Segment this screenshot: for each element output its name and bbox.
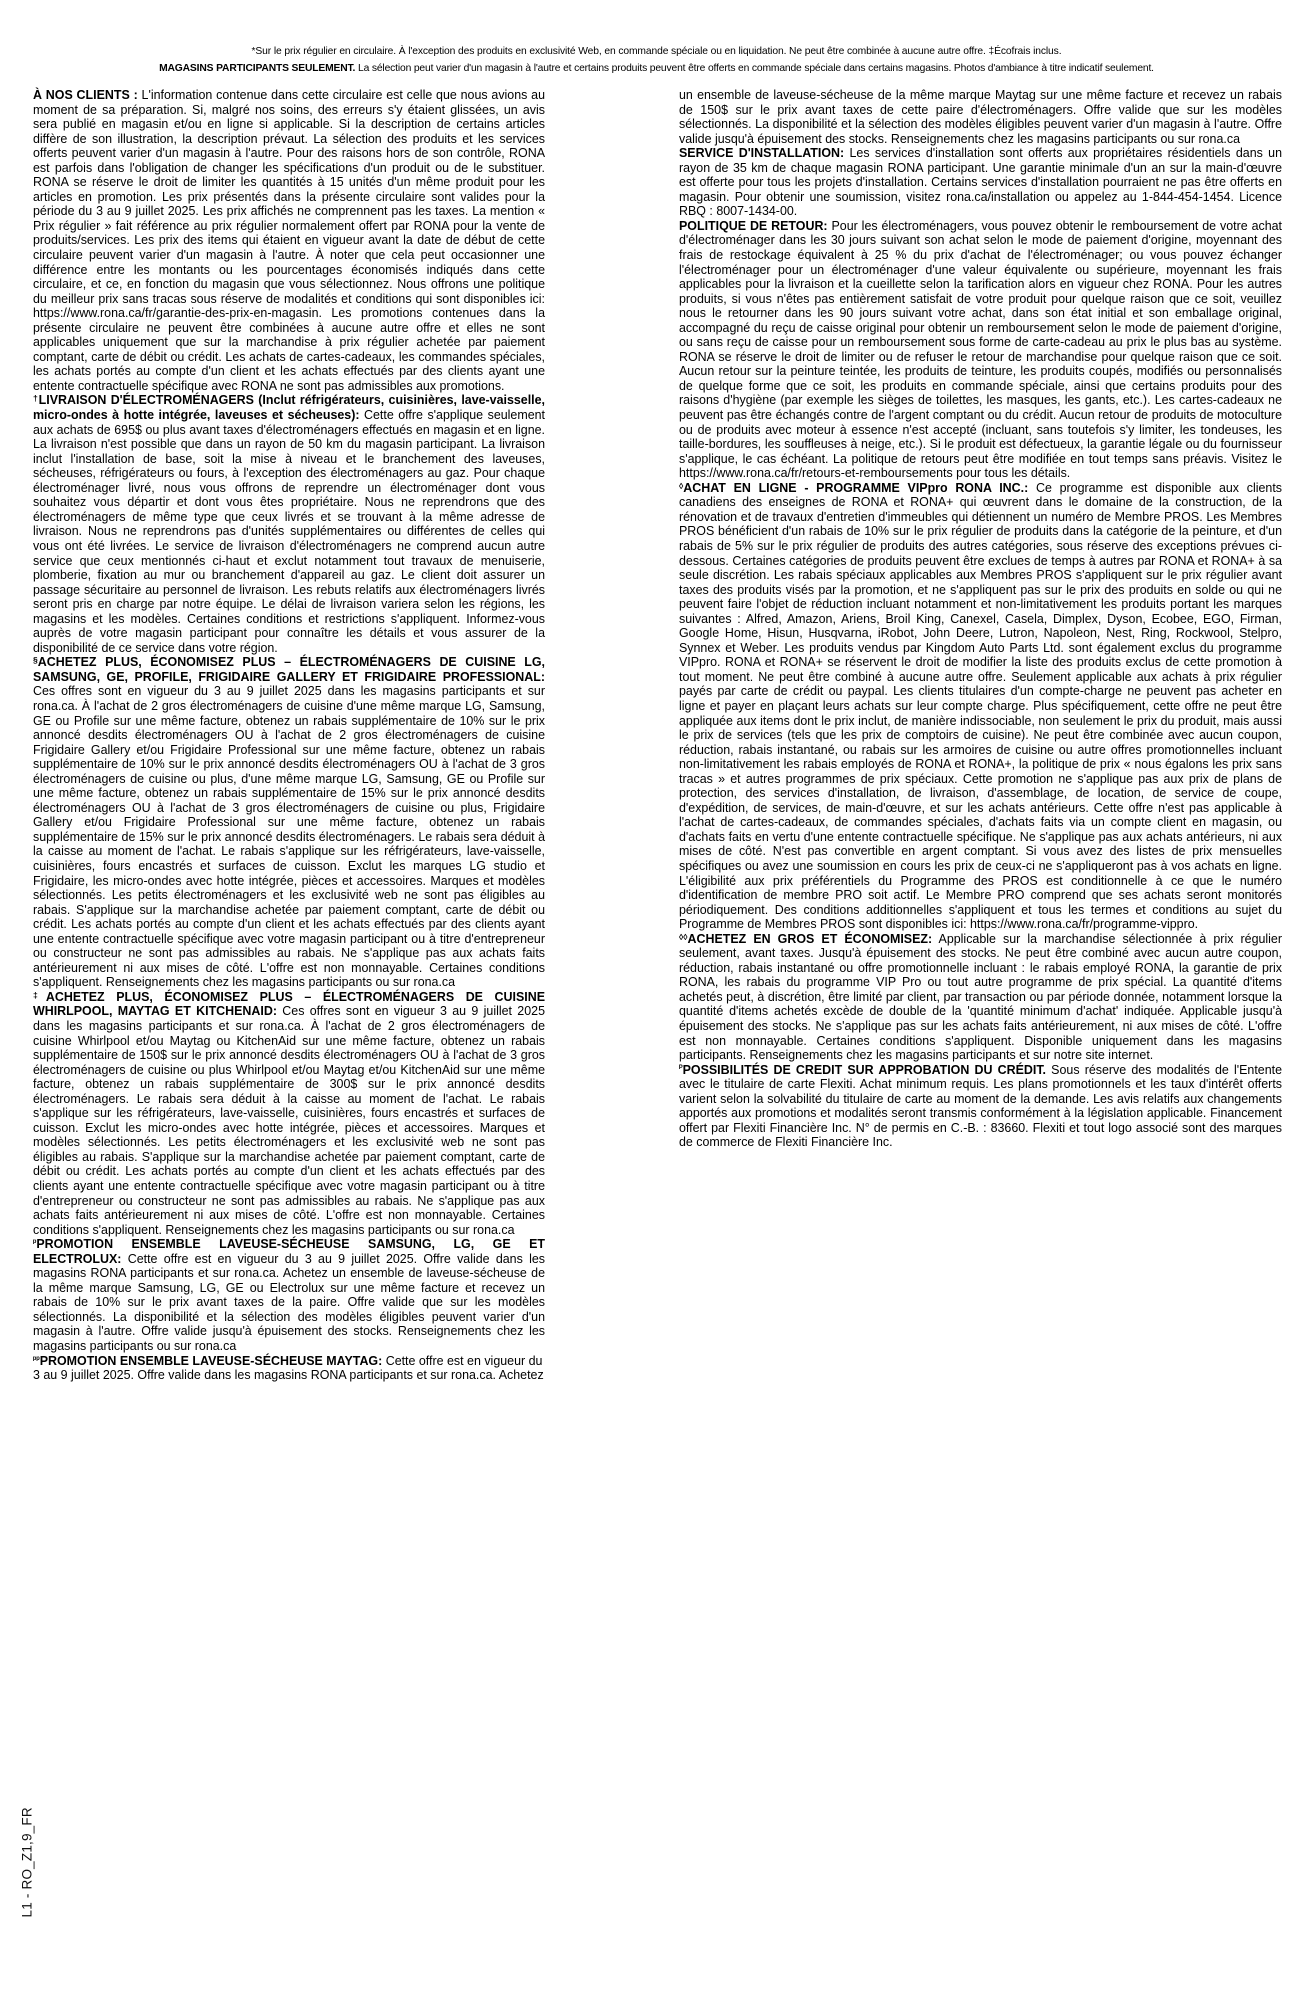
section-heading: LIVRAISON D'ÉLECTROMÉNAGERS (Inclut réfrigérateurs, cuisinières, lave-vaisselle, micro-ondes à hotte intégrée, laveuses et sécheuses):: [33, 393, 545, 423]
section-heading: PROMOTION ENSEMBLE LAVEUSE-SÉCHEUSE MAYTAG:: [39, 1353, 383, 1368]
section-marker: ‡: [33, 989, 46, 1000]
header-participating-stores-label: MAGASINS PARTICIPANTS SEULEMENT.: [159, 63, 356, 74]
section-promotion-ensemble-samsung: [33, 1237, 545, 1353]
section-body: Sous réserve des modalités de l'Entente avec le titulaire de carte Flexiti. Achat minimum requis. Les plans promotionnels et les taux d'intérêt offerts varient selon la solvabilité du titulaire de carte au moment de la demande. Les avis relatifs aux changements apportés aux promotions et modalités seront transmis conformément à la législation applicable. Financement offert par Flexiti Financière Inc. N° de permis en C.-B. : 83660. Flexiti et tout logo associé sont des marques de commerce de Flexiti Financière Inc.: [679, 1062, 1282, 1150]
body-columns: [0, 88, 1313, 1988]
section-possibilites-credit: [679, 1063, 1282, 1150]
section-marker: ᵖᵖ: [33, 1353, 40, 1364]
section-achetez-plus-lg: [33, 655, 545, 990]
section-achetez-en-gros: [679, 932, 1282, 1063]
section-body: Cette offre est en vigueur du 3 au 9 juillet 2025. Offre valide dans les magasins RONA participants et sur rona.ca. Achetez un ensemble de laveuse-sécheuse de la même marque Samsung, LG, GE ou Electrolux sur une même facture et recevez un rabais de 10% sur le prix avant taxes de la paire. Offre valide que sur les modèles sélectionnés. La disponibilité et la sélection des modèles éligibles peuvent varier d'un magasin à l'autre. Offre valide jusqu'à épuisement des stocks. Renseignements chez les magasins participants ou sur rona.ca: [33, 1251, 545, 1354]
section-body: Applicable sur la marchandise sélectionnée à prix régulier seulement, avant taxes. Jusqu'à épuisement des stocks. Ne peut être combiné avec aucun autre coupon, réduction, rabais instantané ou offre promotionnelle incluant : le rabais employé RONA, la garantie de prix RONA, les rabais du programme VIP Pro ou tout autre programme de prix spécial. La quantité d'items achetés peut, à discrétion, être limité par client, par transaction ou par période donnée, notamment lorsque la quantité d'items achetés excède de double de la 'quantité minimum d'achat' indiquée. Applicable jusqu'à épuisement des stocks. Ne s'applique pas sur les achats faits antérieurement, ni aux mises de côté. L'offre est non monnayable. Certaines conditions s'appliquent. Disponible uniquement dans les magasins participants. Renseignements chez les magasins participants et sur notre site internet.: [679, 931, 1282, 1063]
section-promotion-ensemble-maytag: [33, 1354, 545, 1383]
section-body: Pour les électroménagers, vous pouvez obtenir le remboursement de votre achat d'électroménager dans les 30 jours suivant son achat selon le mode de paiement d'origine, moyennant des frais de restockage équivalent à 25 % du prix d'achat de l'électroménager; ou vous pouvez échanger l'électroménager pour un électroménager d'une valeur équivalente ou supérieure, moyennant les frais applicables pour la livraison et la cueillette selon la tarification alors en vigueur chez RONA. Pour les autres produits, si vous n'êtes pas entièrement satisfait de votre produit pour quelque raison que ce soit, veuillez nous le retourner dans les 90 jours suivant votre achat, dans son état initial et son emballage original, accompagné du reçu de caisse original pour obtenir un remboursement selon le mode de paiement d'origine, ou sans reçu de caisse pour un remboursement sous forme de carte-cadeau au prix le plus bas au système. RONA se réserve le droit de limiter ou de refuser le retour de marchandise pour quelque raison que ce soit. Aucun retour sur la peinture teintée, les produits de teinture, les produits coupés, modifiés ou personnalisés de quelque forme que ce soit, les produits en commande spéciale, ainsi que certains produits pour des raisons d'hygiène (par exemple les sièges de toilettes, les masques, les gants, etc.). Les cartes-cadeaux ne peuvent pas être échangés contre de l'argent comptant ou du crédit. Aucun retour de produits de motoculture ou de produits avec moteur à essence n'est accepté (incluant, sans toutefois s'y limiter, les tondeuses, les taille-bordures, les souffleuses à neige, etc.). Si le produit est défectueux, la garantie légale ou du fournisseur s'applique, le cas échéant. La politique de retours peut être modifiée en tout temps sans préavis. Visitez le https://www.rona.ca/fr/retours-et-remboursements pour tous les détails.: [679, 218, 1283, 481]
section-body: un ensemble de laveuse-sécheuse de la même marque Maytag sur une même facture et recevez un rabais de 150$ sur le prix avant taxes de cette paire d'électroménagers. Offre valide que sur les modèles sélectionnés. La disponibilité et la sélection des modèles éligibles peuvent varier d'un magasin à l'autre. Offre valide jusqu'à épuisement des stocks. Renseignements chez les magasins participants ou sur rona.ca: [679, 88, 1282, 146]
section-heading: À NOS CLIENTS :: [33, 88, 138, 102]
right-column: [679, 88, 1282, 1150]
side-code-label: L1 - RO_Z1,9_FR: [19, 1807, 35, 1918]
section-body: Ces offres sont en vigueur du 3 au 9 juillet 2025 dans les magasins participants et sur rona.ca. À l'achat de 2 gros électroménagers de cuisine d'une même marque LG, Samsung, GE ou Profile sur une même facture, obtenez un rabais supplémentaire de 10% sur le prix annoncé desdits électroménagers OU à l'achat de 2 gros électroménagers de cuisine Frigidaire Gallery et/ou Frigidaire Professional sur une même facture, obtenez un rabais supplémentaire de 10% sur le prix annoncé desdits électroménagers OU à l'achat de 3 gros électroménagers de cuisine ou plus, d'une même marque LG, Samsung, GE ou Profile sur une même facture, obtenez un rabais supplémentaire de 15% sur le prix annoncé desdits électroménagers OU à l'achat de 3 gros électroménagers de cuisine ou plus, Frigidaire Gallery et/ou Frigidaire Professional sur une même facture, obtenez un rabais supplémentaire de 15% sur le prix annoncé desdits électroménagers. Le rabais sera déduit à la caisse au moment de l'achat. Le rabais s'applique sur les réfrigérateurs, lave-vaisselle, cuisinières, fours encastrés et surfaces de cuisson. Exclut les marques LG studio et Frigidaire, les micro-ondes avec hotte intégrée, pièces et accessoires. Marques et modèles sélectionnés. Les petits électroménagers et les exclusivité web ne sont pas éligibles au rabais. S'applique sur la marchandise achetée par paiement comptant, carte de débit ou crédit. Les achats portés au compte d'un client et les achats effectués par des clients ayant une entente contractuelle spécifique avec votre magasin participant ou à titre d'entrepreneur ou constructeur ne sont pas admissibles au rabais. Ne s'applique pas aux achats faits antérieurement ni aux mises de côté. L'offre est non monnayable. Certaines conditions s'appliquent. Renseignements chez les magasins participants ou sur rona.ca: [33, 684, 545, 990]
section-achetez-plus-whirlpool: [33, 990, 545, 1237]
section-heading: ACHETEZ PLUS, ÉCONOMISEZ PLUS – ÉLECTROMÉNAGERS DE CUISINE WHIRLPOOL, MAYTAG ET KITCHENAID:: [33, 989, 545, 1019]
section-heading: PROMOTION ENSEMBLE LAVEUSE-SÉCHEUSE SAMSUNG, LG, GE ET ELECTROLUX:: [33, 1237, 545, 1266]
section-heading: POSSIBILITÉS DE CREDIT SUR APPROBATION DU CRÉDIT.: [682, 1062, 1047, 1077]
section-body: Cette offre s'applique seulement aux achats de 695$ ou plus avant taxes d'électroménagers effectués en magasin et en ligne. La livraison n'est possible que dans un rayon de 50 km du magasin participant. La livraison inclut l'installation de base, soit la mise à niveau et le branchement des laveuses, sécheuses, réfrigérateurs ou fours, à l'exception des électroménagers au gaz. Pour chaque électroménager livré, nous vous offrons de reprendre un électroménager dont vous souhaitez vous départir et dont vous êtes propriétaire. Nous ne reprendrons que des électroménagers de même type que ceux livrés et se trouvant à la même adresse de livraison. Nous ne reprendrons pas d'unités supplémentaires ou différentes de celles qui vous ont été livrées. Le service de livraison d'électroménagers ne comprend aucun autre service que ceux mentionnés ci-haut et exclut notamment tout travaux de menuiserie, plomberie, fixation au mur ou branchement d'appareil au gaz. Le client doit assurer un passage sécuritaire au personnel de livraison. Les rebuts relatifs aux électroménagers livrés seront pris en charge par notre équipe. Le délai de livraison variera selon les régions, les magasins et les modèles. Certaines conditions et restrictions s'appliquent. Informez-vous auprès de votre magasin participant pour connaître les détails et vous assurer de la disponibilité de ce service dans votre région.: [33, 408, 545, 655]
section-marker: ◊◊: [679, 931, 688, 942]
section-a-nos-clients: [33, 88, 545, 393]
section-marker: §: [33, 655, 38, 666]
header-block: [0, 44, 1313, 76]
section-politique-retour: [679, 219, 1282, 481]
section-body: Ce programme est disponible aux clients canadiens des enseignes de RONA et RONA+ qui œuvrent dans le domaine de la construction, de la rénovation et de travaux d'entretien d'immeubles qui détiennent un numéro de Membre PROS. Les Membres PROS bénéficient d'un rabais de 10% sur le prix régulier de produits dans la catégorie de la peinture, et d'un rabais de 5% sur le prix régulier de produits des autres catégories, sous réserve des exceptions prévues ci-dessous. Certaines catégories de produits peuvent être exclues de temps à autres par RONA et RONA+ à sa seule discrétion. Les rabais spéciaux applicables aux Membres PROS s'appliquent sur le prix régulier avant taxes des produits visés par la promotion, et ne s'appliquent pas sur le prix des produits en solde ou qui ne peuvent faire l'objet de réduction incluant notamment et non-limitativement les produits portant les marques suivantes : Alfred, Amazon, Ariens, Broil King, Canexel, Casela, Dimplex, Dyson, Ecobee, EGO, Firman, Google Home, Hisun, Husqvarna, iRobot, John Deere, Lutron, Napoleon, Nest, Ring, Rockwool, Stelpro, Synnex et Weber. Les produits vendus par Kingdom Auto Parts Ltd. sont également exclus du programme VIPpro. RONA et RONA+ se réservent le droit de modifier la liste des produits exclus de cette promotion à tout moment. Ne peut être combiné à aucune autre offre. Seulement applicable aux achats à prix régulier payés par carte de crédit ou paypal. Les clients titulaires d'un compte-charge ne peuvent pas acheter en ligne et payer en plaçant leurs achats sur leur compte charge. Plus spécifiquement, cette offre ne peut être appliquée aux items dont le prix inclut, de manière indissociable, non seulement le prix du produit, mais aussi le prix de services (tels que les prix de comptoirs de cuisine). Ne peut être combinée avec aucun coupon, réduction, rabais instantané, ou rabais sur les armoires de cuisine ou autre offres promotionnelles incluant non-limitativement les rabais employés de RONA et RONA+, la politique de prix « nous égalons les prix sans tracas » et autres programmes de prix spéciaux. Cette promotion ne s'applique pas aux prix de plans de protection, des services d'installation, de livraison, d'assemblage, de location, de service de coupe, d'expédition, de services, de main-d'œuvre, et sur les achats antérieurs. Cette offre n'est pas applicable à l'achat de cartes-cadeaux, de commandes spéciales, d'achats faits via un compte client en magasin, ou d'achats faits en vertu d'une entente contractuelle spécifique. Ne s'applique pas aux achats antérieurs, ni aux mises de côté. N'est pas convertible en argent comptant. Si vous avez des listes de prix mensuelles spécifiques ou avez une soumission en cours les prix de ceux-ci ne s'appliqueront pas à vos achats en ligne. L'éligibilité aux prix préférentiels du Programme des PROS est conditionnelle à ce que le numéro d'identification de membre PRO soit actif. Le Membre PRO comprend que ses achats seront monitorés périodiquement. Des conditions additionnelles s'appliquent et tous les termes et conditions au sujet du Programme de Membres PROS sont disponibles ici: https://www.rona.ca/fr/programme-vippro.: [679, 480, 1282, 932]
section-body: Les services d'installation sont offerts aux propriétaires résidentiels dans un rayon de 35 km de chaque magasin RONA participant. Une garantie minimale d'un an sur la main-d'œuvre est offerte pour tous les projets d'installation. Certains services d'installation pourraient ne pas être offerts en magasin. Pour obtenir une soumission, visitez rona.ca/installation ou appelez au 1-844-454-1454. Licence RBQ : 8007-1434-00.: [679, 146, 1283, 219]
section-heading: ACHAT EN LIGNE - PROGRAMME VIPpro RONA INC.:: [683, 480, 1029, 495]
section-marker: ᵖ: [33, 1237, 37, 1248]
section-body: L'information contenue dans cette circulaire est celle que nous avions au moment de sa préparation. Si, malgré nos soins, des erreurs s'y étaient glissées, un avis sera publié en magasin et/ou en ligne si applicable. Si la description de certains articles diffère de son illustration, la description prévaut. La sélection des produits et les services offerts peuvent varier d'un magasin à l'autre. Pour des raisons hors de son contrôle, RONA est parfois dans l'obligation de changer les spécifications d'un produit ou de le substituer. RONA se réserve le droit de limiter les quantités à 15 unités d'un même produit pour les articles en promotion. Les prix présentés dans la présente circulaire sont valides pour la période du 3 au 9 juillet 2025. Les prix affichés ne comprennent pas les taxes. La mention « Prix régulier » fait référence au prix régulier normalement offert par RONA pour la vente de produits/services. Les prix des items qui étaient en vigueur avant la date de début de cette circulaire peuvent varier d'un magasin à l'autre. À noter que cela peut occasionner une différence entre les montants ou les pourcentages économisés indiqués dans cette circulaire, et ce, en fonction du magasin que vous sélectionnez. Nous offrons une politique du meilleur prix sans tracas sous réserve de modalités et conditions qui sont disponibles ici: https://www.rona.ca/fr/garantie-des-prix-en-magasin. Les promotions contenues dans la présente circulaire ne peuvent être combinées à aucune autre offre et elles ne sont applicables uniquement que sur la marchandise à prix régulier achetée par paiement comptant, carte de débit ou crédit. Les achats de cartes-cadeaux, les commandes spéciales, les achats portés au compte d'un client et les achats effectués par des clients ayant une entente contractuelle spécifique avec RONA ne sont pas admissibles aux promotions.: [33, 88, 545, 393]
section-body: Cette offre est en vigueur du 3 au 9 juillet 2025. Offre valide dans les magasins RONA participants et sur rona.ca. Achetez: [33, 1353, 544, 1383]
section-achat-en-ligne-vippro: [679, 481, 1282, 932]
section-service-installation: [679, 146, 1282, 219]
section-heading: POLITIQUE DE RETOUR:: [679, 218, 828, 233]
header-participating-stores-text: La sélection peut varier d'un magasin à l'autre et certains produits peuvent être offerts en commande spéciale dans certains magasins. Photos d'ambiance à titre indicatif seulement.: [355, 63, 1154, 74]
section-heading: ACHETEZ EN GROS ET ÉCONOMISEZ:: [687, 931, 933, 946]
section-body: Ces offres sont en vigueur 3 au 9 juillet 2025 dans les magasins participants et sur rona.ca. À l'achat de 2 gros électroménagers de cuisine Whirlpool et/ou Maytag ou KitchenAid sur une même facture, obtenez un rabais supplémentaire de 150$ sur le prix annoncé desdits électroménagers OU à l'achat de 3 gros électroménagers de cuisine ou plus Whirlpool et/ou Maytag et/ou KitchenAid sur une même facture, obtenez un rabais supplémentaire de 300$ sur le prix annoncé desdits électroménagers. Le rabais sera déduit à la caisse au moment de l'achat. Le rabais s'applique sur les réfrigérateurs, lave-vaisselle, cuisinières, fours encastrés et surfaces de cuisson. Exclut les micro-ondes avec hotte intégrée, pièces et accessoires. Marques et modèles sélectionnés. Les petits électroménagers et les exclusivité web ne sont pas éligibles au rabais. S'applique sur la marchandise achetée par paiement comptant, carte de débit ou crédit. Les achats portés au compte d'un client et les achats effectués par des clients ayant une entente contractuelle spécifique avec votre magasin participant ou à titre d'entrepreneur ou constructeur ne sont pas admissibles au rabais. Ne s'applique pas aux achats faits antérieurement ni aux mises de côté. L'offre est non monnayable. Certaines conditions s'appliquent. Renseignements chez les magasins participants ou sur rona.ca: [33, 1004, 545, 1237]
header-footnote-line-1: *Sur le prix régulier en circulaire. À l'exception des produits en exclusivité Web, en commande spéciale ou en liquidation. Ne peut être combinée à aucune autre offre. ‡Écofrais inclus.: [251, 46, 1062, 57]
section-marker: ◊: [679, 480, 684, 491]
section-marker: ᴾ: [679, 1062, 683, 1073]
header-footnote-line-2: [0, 61, 1313, 76]
left-column: [33, 88, 545, 1383]
section-maytag-suite: [679, 88, 1282, 146]
section-livraison-electromenagers: [33, 393, 545, 655]
section-marker: †: [33, 393, 39, 404]
section-heading: SERVICE D'INSTALLATION:: [679, 146, 845, 161]
section-heading: ACHETEZ PLUS, ÉCONOMISEZ PLUS – ÉLECTROMÉNAGERS DE CUISINE LG, SAMSUNG, GE, PROFILE, FRIGIDAIRE GALLERY ET FRIGIDAIRE PROFESSIONAL:: [33, 655, 545, 684]
